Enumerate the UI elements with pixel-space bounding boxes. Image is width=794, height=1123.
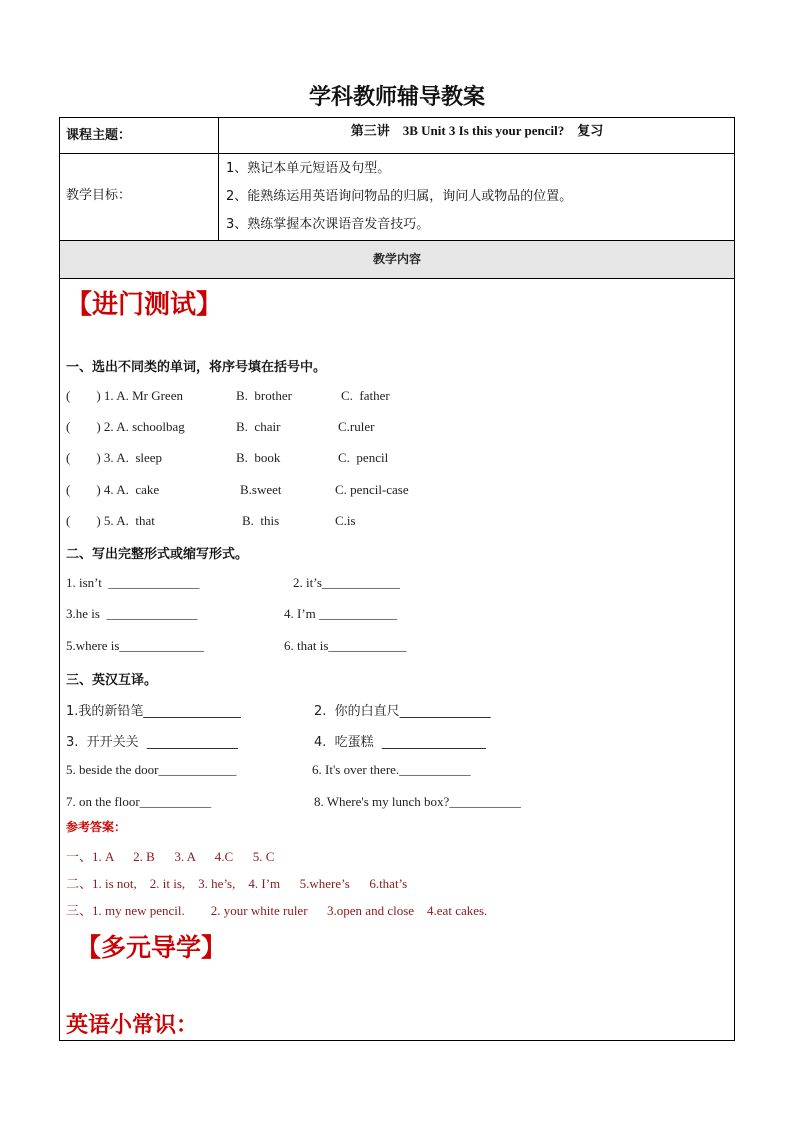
- fill-blank-item: 3.he is ______________: [66, 606, 198, 621]
- goal-item: 3、熟练掌握本次课语音发音技巧。: [226, 217, 430, 232]
- question-option-c: C.is: [335, 513, 356, 528]
- page-title: 学科教师辅导教案: [308, 85, 485, 110]
- answer-line: 三、1. my new pencil. 2. your white ruler 3.open and close 4.eat cakes.: [66, 903, 488, 918]
- topic-label: 课程主题：: [66, 128, 132, 143]
- question-option-c: C. pencil-case: [335, 482, 409, 497]
- question-option-b: B. chair: [236, 419, 281, 434]
- question-item: ( ) 5. A. that: [66, 513, 155, 528]
- question-option-b: B. brother: [236, 388, 292, 403]
- question-item: ( ) 2. A. schoolbag: [66, 419, 185, 434]
- goals-label: 教学目标：: [66, 188, 132, 203]
- question-option-b: B. this: [242, 513, 280, 528]
- row-divider: [60, 153, 734, 154]
- fill-blank-item: 4. I’m ____________: [284, 606, 398, 621]
- fill-blank-item: 5.where is_____________: [66, 638, 204, 653]
- content-label: 教学内容: [372, 252, 421, 266]
- translate-item: 3. 开开关关 ______________: [66, 735, 238, 750]
- section3-heading: 三、英汉互译。: [66, 673, 158, 688]
- translate-item: 6. It's over there.___________: [312, 762, 471, 777]
- topic-value: 第三讲 3B Unit 3 Is this your pencil? 复习: [350, 123, 604, 138]
- fill-blank-item: 2. it’s____________: [293, 575, 400, 590]
- translate-item: 4. 吃蛋糕 ________________: [314, 735, 486, 750]
- question-option-c: C. father: [341, 388, 390, 403]
- answer-line: 二、1. is not, 2. it is, 3. he’s, 4. I’m 5.where’s 6.that’s: [66, 876, 408, 891]
- question-option-b: B. book: [236, 450, 281, 465]
- lesson-plan-table: [59, 117, 735, 1041]
- guided-learning-title: 【多元导学】: [76, 933, 227, 962]
- entry-test-title: 【进门测试】: [66, 290, 223, 320]
- translate-item: 5. beside the door____________: [66, 762, 237, 777]
- section2-heading: 二、写出完整形式或缩写形式。: [66, 547, 249, 562]
- section1-heading: 一、选出不同类的单词，将序号填在括号中。: [66, 360, 327, 375]
- translate-item: 7. on the floor___________: [66, 794, 212, 809]
- question-item: ( ) 3. A. sleep: [66, 450, 163, 465]
- fill-blank-item: 1. isn’t ______________: [66, 575, 200, 590]
- translate-item: 1.我的新铅笔_______________: [66, 704, 241, 719]
- question-item: ( ) 4. A. cake: [66, 482, 160, 497]
- question-option-c: C. pencil: [338, 450, 389, 465]
- question-item: ( ) 1. A. Mr Green: [66, 388, 183, 403]
- english-tips-title: 英语小常识：: [66, 1013, 199, 1038]
- fill-blank-item: 6. that is____________: [284, 638, 407, 653]
- translate-item: 8. Where's my lunch box?___________: [314, 794, 521, 809]
- goal-item: 1、熟记本单元短语及句型。: [226, 161, 391, 176]
- answers-title: 参考答案：: [66, 820, 127, 834]
- goal-item: 2、能熟练运用英语询问物品的归属，询问人或物品的位置。: [226, 189, 573, 204]
- question-option-c: C.ruler: [338, 419, 375, 434]
- row-divider: [60, 278, 734, 279]
- translate-item: 2. 你的白直尺______________: [314, 704, 491, 719]
- answer-line: 一、1. A 2. B 3. A 4.C 5. C: [66, 849, 275, 864]
- question-option-b: B.sweet: [240, 482, 282, 497]
